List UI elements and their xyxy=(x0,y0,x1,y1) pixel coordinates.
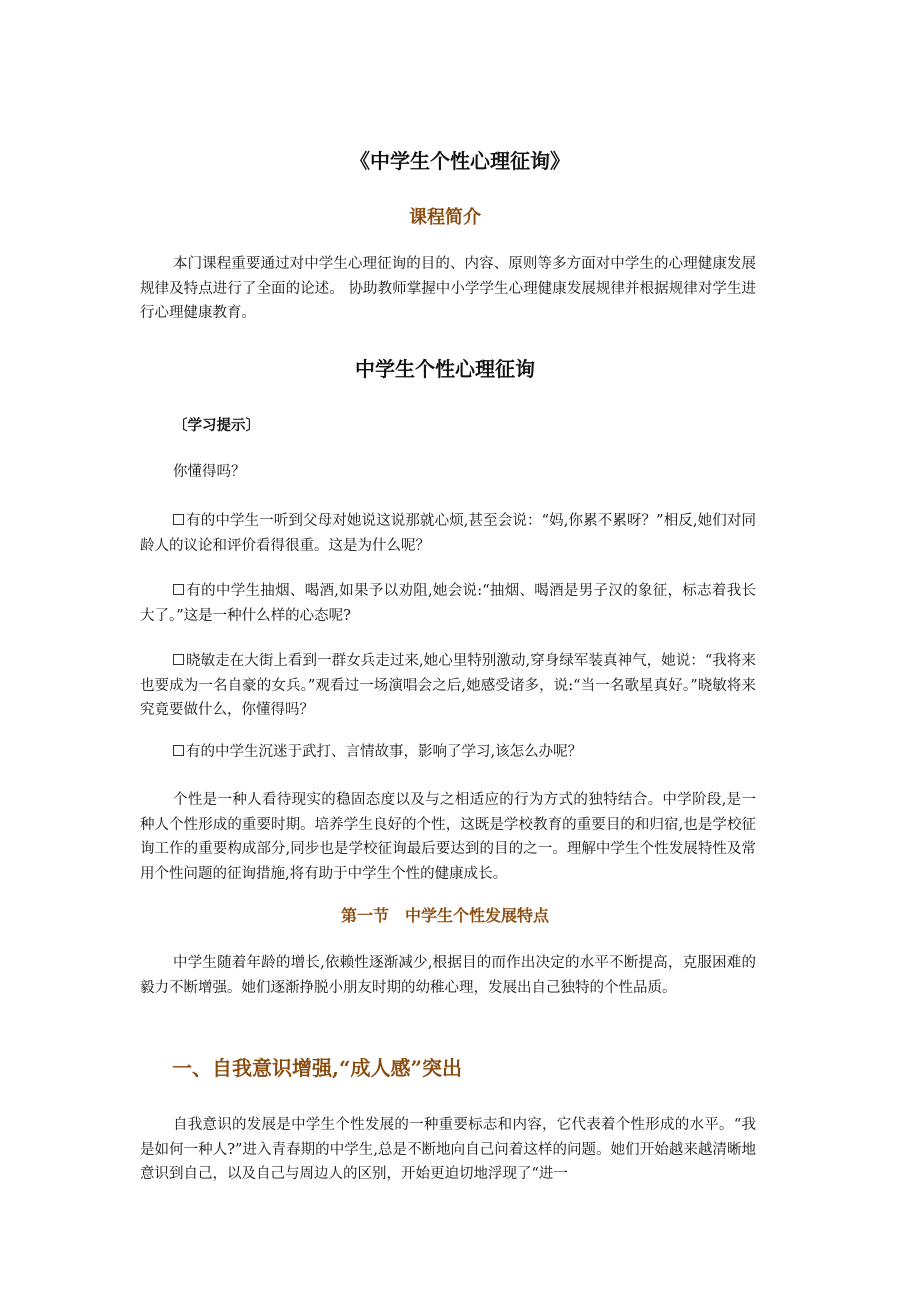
bullet-item-text: 有的中学生抽烟、喝酒,如果予以劝阻,她会说:“抽烟、喝酒是男子汉的象征，标志着我长大了。”这是一种什么样的心态呢? xyxy=(140,583,756,624)
square-bullet-icon xyxy=(173,584,184,595)
bullet-item-3 xyxy=(140,649,756,723)
bullet-item-text: 有的中学生一听到父母对她说这说那就心烦,甚至会说：“妈,你累不累呀？”相反,她们对同龄人的议论和评价看得很重。这是为什么呢？ xyxy=(140,513,756,554)
square-bullet-icon xyxy=(173,514,184,525)
question-lead: 你懂得吗？ xyxy=(173,464,246,480)
personality-paragraph: 个性是一种人看待现实的稳固态度以及与之相适应的行为方式的独特结合。中学阶段,是一种人个性形成的重要时期。培养学生良好的个性，这既是学校教育的重要目的和归宿,也是学校征询工作的重要构成部分,同步也是学校征询最后要达到的目的之一。理解中学生个性发展特性及常用个性问题的征询措施,将有助于中学生个性的健康成长。 xyxy=(140,792,756,882)
study-tip-label: 〔学习提示〕 xyxy=(173,417,260,434)
chapter-heading: 第一节 中学生个性发展特点 xyxy=(340,906,549,925)
bullet-item-1 xyxy=(140,509,756,558)
square-bullet-icon xyxy=(173,745,184,756)
section-title: 中学生个性心理征询 xyxy=(355,357,535,381)
self-awareness-paragraph: 自我意识的发展是中学生个性发展的一种重要标志和内容，它代表着个性形成的水平。“我是如何一种人?”进入青春期的中学生,总是不断地向自己问着这样的问题。她们开始越来越清晰地意识到自己，以及自己与周边人的区别，开始更迫切地浮现了“进一 xyxy=(140,1117,756,1182)
course-intro-heading: 课程简介 xyxy=(409,207,481,228)
square-bullet-icon xyxy=(173,654,184,665)
chapter-intro-paragraph: 中学生随着年龄的增长,依赖性逐渐减少,根据目的而作出决定的水平不断提高，克服困难的毅力不断增强。她们逐渐挣脱小朋友时期的幼稚心理，发展出自己独特的个性品质。 xyxy=(140,955,756,996)
bullet-item-4 xyxy=(140,740,756,765)
course-intro-paragraph: 本门课程重要通过对中学生心理征询的目的、内容、原则等多方面对中学生的心理健康发展规律及特点进行了全面的论述。 协助教师掌握中小学学生心理健康发展规律并根据规律对学生进行心理健康教育。 xyxy=(140,256,756,321)
subsection-heading: 一、自我意识增强,“成人感”突出 xyxy=(172,1056,462,1080)
bullet-item-text: 有的中学生沉迷于武打、言情故事，影响了学习,该怎么办呢？ xyxy=(186,744,583,760)
bullet-item-2 xyxy=(140,579,756,628)
bullet-item-text: 晓敏走在大街上看到一群女兵走过来,她心里特别激动,穿身绿军装真神气，她说：“我将来也要成为一名自豪的女兵。”观看过一场演唱会之后,她感受诸多，说:“当一名歌星真好。”晓敏将来究竟要做什么，你懂得吗？ xyxy=(140,653,756,718)
document-title: 《中学生个性心理征询》 xyxy=(350,149,570,173)
